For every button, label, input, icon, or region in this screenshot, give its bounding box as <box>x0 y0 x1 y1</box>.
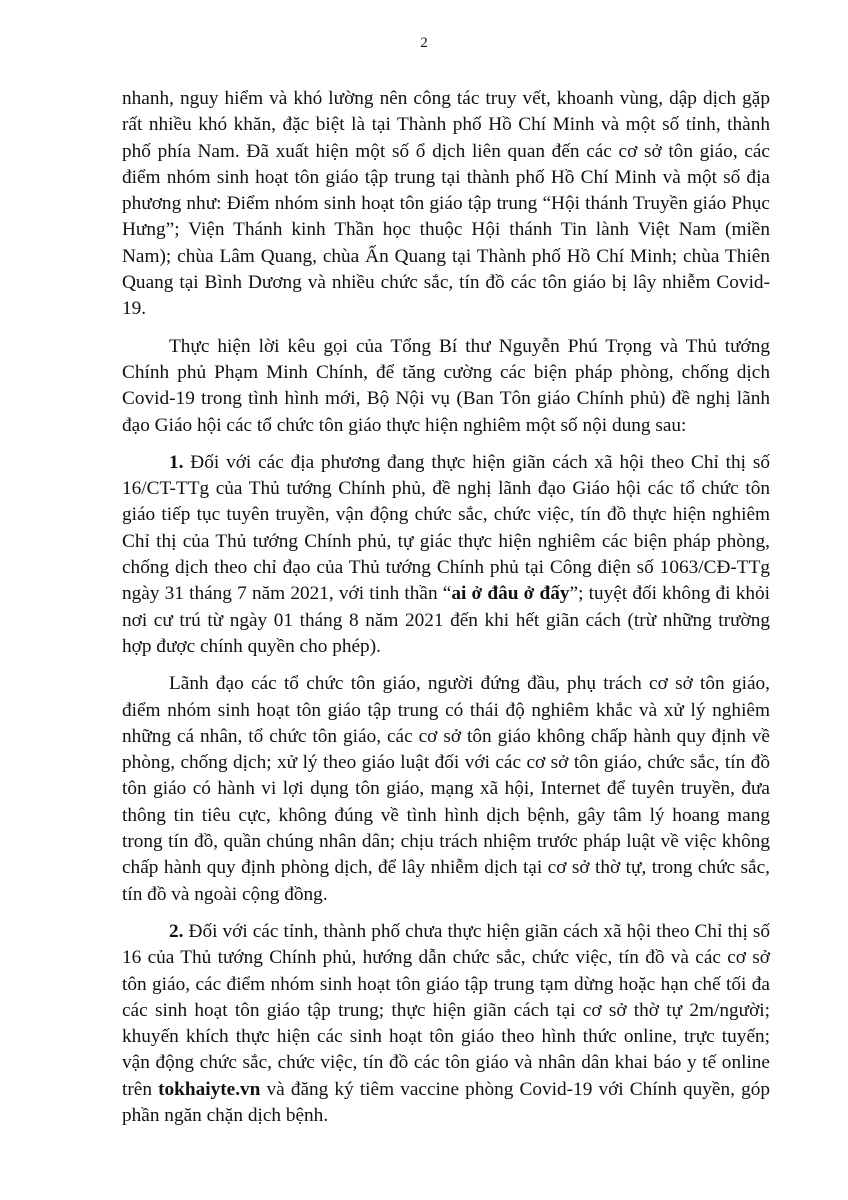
item-1-text-after: ”; tuyệt đối không đi khỏi nơi cư trú từ ngày 01 tháng 8 năm 2021 đến khi hết giãn cách (trừ những trường hợp được chính quyền cho phép). <box>122 583 770 657</box>
paragraph-continuation: nhanh, nguy hiểm và khó lường nên công tác truy vết, khoanh vùng, dập dịch gặp rất nhiều khó khăn, đặc biệt là tại Thành phố Hồ Chí Minh và một số tỉnh, thành phố phía Nam. Đã xuất hiện một số ổ dịch liên quan đến các cơ sở tôn giáo, các điểm nhóm sinh hoạt tôn giáo tập trung tại thành phố Hồ Chí Minh và một số địa phương như: Điểm nhóm sinh hoạt tôn giáo tập trung “Hội thánh Truyền giáo Phục Hưng”; Viện Thánh kinh Thần học thuộc Hội thánh Tin lành Việt Nam (miền Nam); chùa Lâm Quang, chùa Ấn Quang tại Thành phố Hồ Chí Minh; chùa Thiên Quang tại Bình Dương và nhiều chức sắc, tín đồ các tôn giáo bị lây nhiễm Covid-19. <box>122 88 770 320</box>
paragraph-leadership: Lãnh đạo các tổ chức tôn giáo, người đứng đầu, phụ trách cơ sở tôn giáo, điểm nhóm sinh hoạt tôn giáo tập trung có thái độ nghiêm khắc và xử lý nghiêm những cá nhân, tổ chức tôn giáo, các cơ sở tôn giáo không chấp hành quy định về phòng, chống dịch; xử lý theo giáo luật đối với các cơ sở tôn giáo, chức sắc, tín đồ tôn giáo có hành vi lợi dụng tôn giáo, mạng xã hội, Internet để tuyên truyền, đưa thông tin tiêu cực, không đúng về tình hình dịch bệnh, gây tâm lý hoang mang trong tín đồ, quần chúng nhân dân; chịu trách nhiệm trước pháp luật về việc không chấp hành quy định phòng dịch, để lây nhiễm dịch tại cơ sở thờ tự, trong chức sắc, tín đồ và ngoài cộng đồng. <box>122 673 770 905</box>
item-2-text-after: và đăng ký tiêm vaccine phòng Covid-19 với Chính quyền, góp phần ngăn chặn dịch bệnh. <box>122 1078 770 1126</box>
document-body <box>122 86 770 1140</box>
paragraph-item-2 <box>122 919 770 1129</box>
item-2-emphasis: tokhaiyte.vn <box>158 1078 261 1100</box>
item-1-number: 1. <box>169 451 184 473</box>
item-1-text-before: Đối với các địa phương đang thực hiện giãn cách xã hội theo Chỉ thị số 16/CT-TTg của Thủ tướng Chính phủ, đề nghị lãnh đạo Giáo hội các tổ chức tôn giáo tiếp tục tuyên truyền, vận động chức sắc, chức việc, tín đồ thực hiện nghiêm Chỉ thị của Thủ tướng Chính phủ, tự giác thực hiện nghiêm các biện pháp phòng, chống dịch theo chỉ đạo của Thủ tướng Chính phủ tại Công điện số 1063/CĐ-TTg ngày 31 tháng 7 năm 2021, với tinh thần “ <box>122 451 770 605</box>
paragraph-introduction: Thực hiện lời kêu gọi của Tổng Bí thư Nguyễn Phú Trọng và Thủ tướng Chính phủ Phạm Minh Chính, để tăng cường các biện pháp phòng, chống dịch Covid-19 trong tình hình mới, Bộ Nội vụ (Ban Tôn giáo Chính phủ) đề nghị lãnh đạo Giáo hội các tổ chức tôn giáo thực hiện nghiêm một số nội dung sau: <box>122 335 770 436</box>
item-1-emphasis: ai ở đâu ở đấy <box>451 583 570 605</box>
item-2-number: 2. <box>169 920 184 942</box>
item-2-text-before: Đối với các tỉnh, thành phố chưa thực hiện giãn cách xã hội theo Chỉ thị số 16 của Thủ tướng Chính phủ, hướng dẫn chức sắc, chức việc, tín đồ và các cơ sở tôn giáo, các điểm nhóm sinh hoạt tôn giáo tập trung tạm dừng hoặc hạn chế tối đa các sinh hoạt tôn giáo tập trung; thực hiện giãn cách tại cơ sở thờ tự 2m/người; khuyến khích thực hiện các sinh hoạt tôn giáo theo hình thức online, trực tuyến; vận động chức sắc, chức việc, tín đồ các tôn giáo và nhân dân khai báo y tế online trên <box>122 920 770 1100</box>
page-number: 2 <box>420 35 428 51</box>
paragraph-item-1 <box>122 450 770 660</box>
